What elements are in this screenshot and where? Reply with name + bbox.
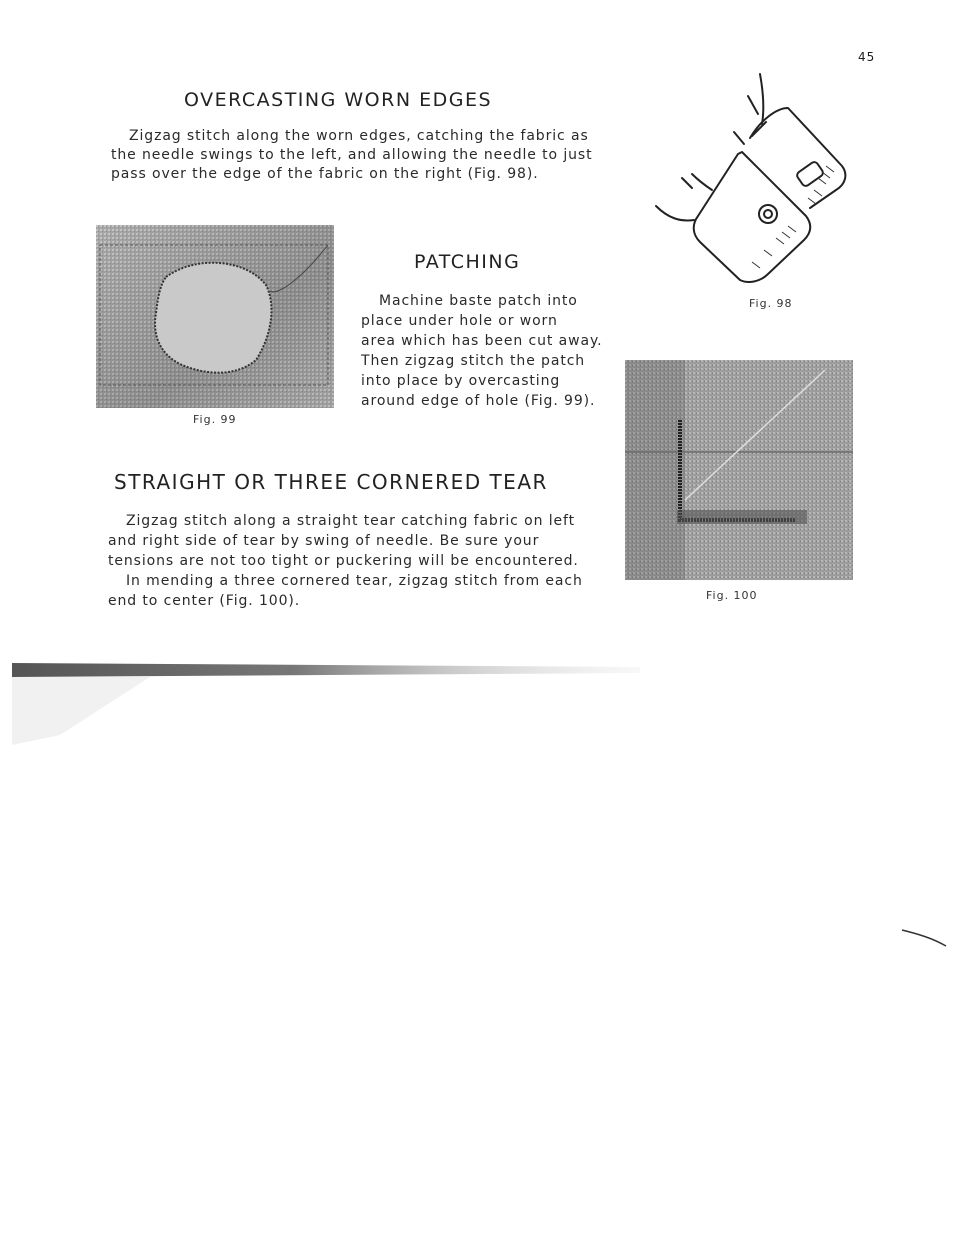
tear-paragraph bbox=[108, 511, 583, 611]
tear-line: and right side of tear by swing of needle. Be sure your bbox=[108, 533, 540, 549]
section-title-overcasting: OVERCASTING WORN EDGES bbox=[184, 89, 493, 111]
patching-line: Then zigzag stitch the patch bbox=[361, 353, 586, 369]
fig-98-caption: Fig. 98 bbox=[749, 297, 793, 310]
overcasting-paragraph bbox=[111, 127, 593, 184]
fig-99-caption: Fig. 99 bbox=[193, 413, 237, 426]
overcasting-line: pass over the edge of the fabric on the right (Fig. 98). bbox=[111, 166, 539, 182]
overcasting-line: the needle swings to the left, and allowing the needle to just bbox=[111, 147, 593, 163]
fig-99-patch-photo bbox=[96, 225, 334, 408]
tear-line: In mending a three cornered tear, zigzag stitch from each bbox=[126, 573, 583, 589]
patching-line: Machine baste patch into bbox=[379, 293, 578, 309]
fig-100-tear-photo bbox=[625, 360, 853, 580]
fig-100-caption: Fig. 100 bbox=[706, 589, 758, 602]
tear-line: Zigzag stitch along a straight tear catching fabric on left bbox=[126, 513, 575, 529]
patching-line: into place by overcasting bbox=[361, 373, 561, 389]
tear-line: tensions are not too tight or puckering will be encountered. bbox=[108, 553, 579, 569]
tear-line: end to center (Fig. 100). bbox=[108, 593, 301, 609]
fig-98-pocket-illustration bbox=[648, 66, 858, 291]
patching-line: around edge of hole (Fig. 99). bbox=[361, 393, 596, 409]
patching-line: area which has been cut away. bbox=[361, 333, 603, 349]
page-number: 45 bbox=[858, 50, 876, 64]
section-title-patching: PATCHING bbox=[414, 251, 521, 273]
overcasting-line: Zigzag stitch along the worn edges, catching the fabric as bbox=[129, 128, 589, 144]
scan-speck bbox=[900, 928, 950, 948]
patching-line: place under hole or worn bbox=[361, 313, 558, 329]
section-title-tear: STRAIGHT OR THREE CORNERED TEAR bbox=[114, 470, 548, 494]
scan-edge-artifact bbox=[0, 655, 954, 775]
patching-paragraph bbox=[361, 291, 603, 411]
